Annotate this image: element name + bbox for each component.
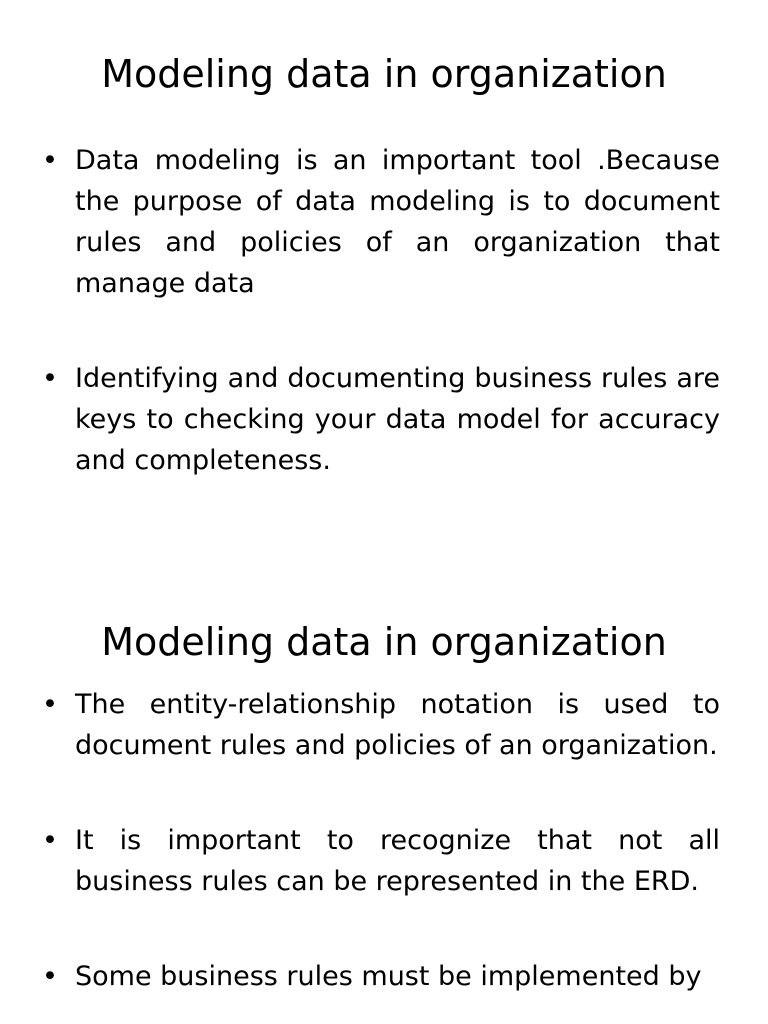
slide-2 (0, 570, 768, 1024)
bullet-text: Data modeling is an important tool .Because the purpose of data modeling is to document rules and policies of an organization that manage data (75, 145, 720, 299)
bullet-icon: • (42, 689, 58, 720)
bullet-icon: • (42, 363, 58, 394)
slide-title: Modeling data in organization (101, 52, 667, 96)
bullet-icon: • (42, 961, 58, 992)
bullet-icon: • (42, 825, 58, 856)
bullet-text: Identifying and documenting business rules are keys to checking your data model for accuracy and completeness. (75, 363, 720, 476)
list-item (42, 820, 720, 902)
list-item (42, 684, 720, 766)
slide-title: Modeling data in organization (101, 620, 667, 664)
bullet-list (42, 684, 720, 997)
list-item (42, 956, 720, 997)
list-item (42, 140, 720, 304)
bullet-text: The entity-relationship notation is used to document rules and policies of an organization. (75, 689, 720, 761)
bullet-text: It is important to recognize that not all business rules can be represented in the ERD. (75, 825, 720, 897)
bullet-icon: • (42, 145, 58, 176)
bullet-list (42, 140, 720, 481)
list-item (42, 358, 720, 481)
bullet-text: Some business rules must be implemented by (75, 961, 702, 992)
